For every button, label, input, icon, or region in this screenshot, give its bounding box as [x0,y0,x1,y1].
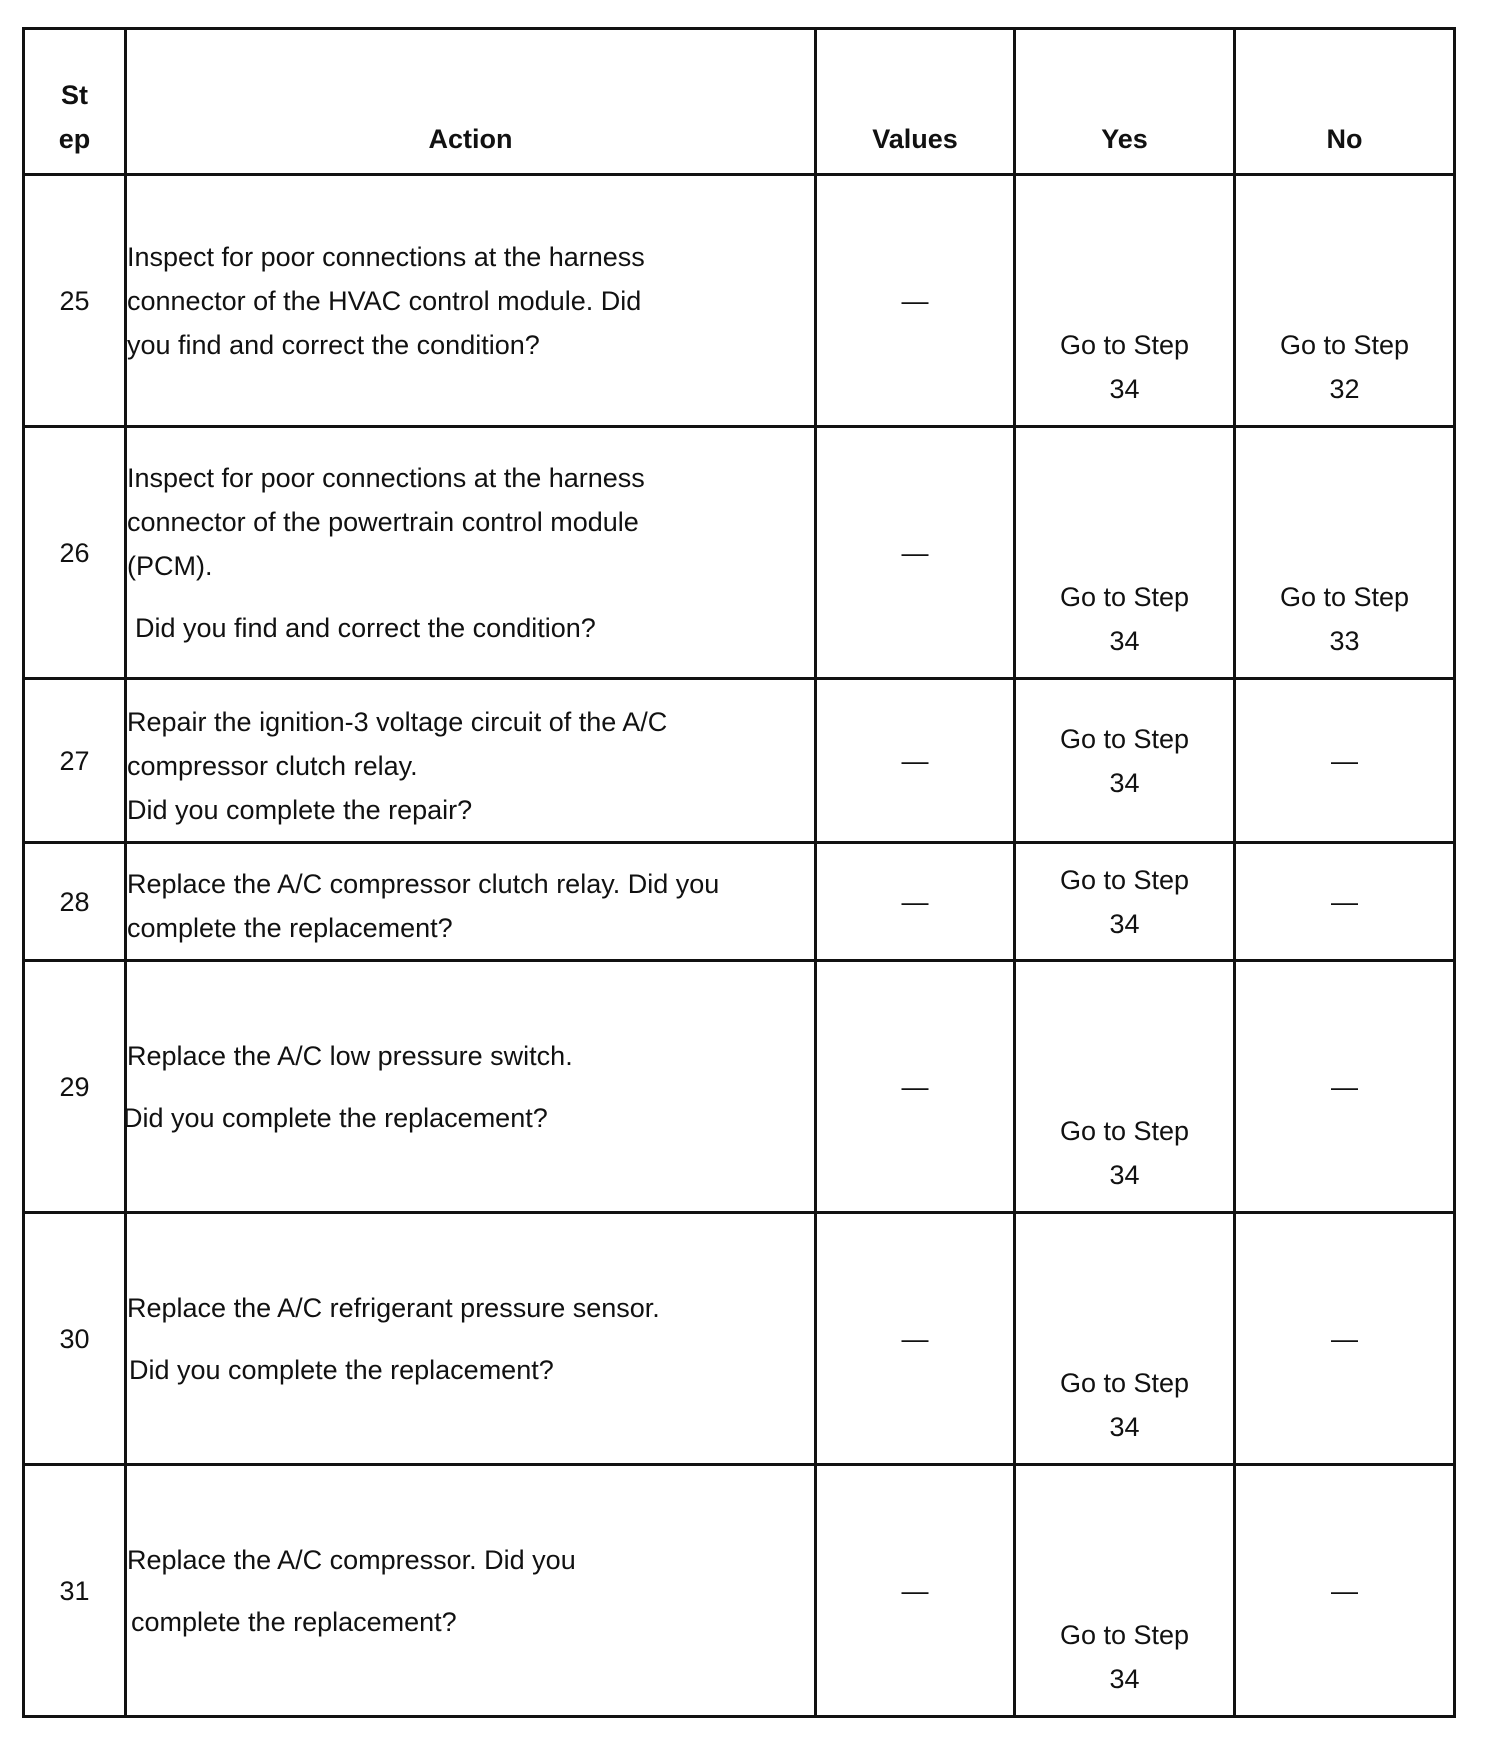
step-number: 25 [24,175,126,427]
diagnostic-table [22,27,1456,1718]
yes-cell [1015,427,1235,679]
yes-cell [1015,1465,1235,1717]
action-line: Replace the A/C compressor. Did you [127,1544,576,1575]
step-header-line-2: ep [58,124,91,154]
step-header-line-1: St [61,80,88,110]
yes-label: Go to Step [1059,582,1190,612]
yes-label: Go to Step [1059,330,1190,360]
no-label: Go to Step [1279,330,1410,360]
action-line: Replace the A/C compressor clutch relay. Did you [127,868,720,899]
action-cell [126,679,816,843]
action-line: Did you find and correct the condition? [135,612,596,643]
action-line: Inspect for poor connections at the harness [127,241,645,272]
yes-step: 34 [1109,1412,1140,1442]
action-line: Repair the ignition-3 voltage circuit of the A/C [127,706,668,737]
step-number: 26 [24,427,126,679]
yes-label: Go to Step [1059,723,1190,754]
no-cell: — [1235,679,1455,843]
yes-cell [1015,961,1235,1213]
no-cell [1235,427,1455,679]
step-header [24,29,126,175]
step-number: 30 [24,1213,126,1465]
table-row [24,961,1455,1213]
no-step: 33 [1329,626,1360,656]
action-line: connector of the HVAC control module. Did [127,285,642,316]
no-label: Go to Step [1279,582,1410,612]
values-cell: — [816,1465,1015,1717]
no-cell: — [1235,843,1455,961]
no-cell: — [1235,961,1455,1213]
action-header: Action [126,29,816,175]
yes-cell [1015,175,1235,427]
yes-cell [1015,679,1235,843]
action-cell [126,1213,816,1465]
table-row [24,175,1455,427]
values-cell: — [816,843,1015,961]
action-line: Did you complete the replacement? [123,1102,548,1133]
table-row [24,427,1455,679]
yes-step: 34 [1109,374,1140,404]
action-line: (PCM). [127,550,213,581]
values-cell: — [816,1213,1015,1465]
yes-label: Go to Step [1059,1620,1190,1650]
yes-step: 34 [1109,908,1140,939]
step-number: 28 [24,843,126,961]
action-line: compressor clutch relay. [127,750,418,781]
yes-step: 34 [1109,1160,1140,1190]
values-cell: — [816,175,1015,427]
action-line: Replace the A/C refrigerant pressure sensor. [127,1292,660,1323]
step-number: 31 [24,1465,126,1717]
values-cell: — [816,427,1015,679]
values-header: Values [816,29,1015,175]
action-line: connector of the powertrain control module [127,506,639,537]
yes-label: Go to Step [1059,1368,1190,1398]
table-row [24,1465,1455,1717]
action-line: Did you complete the repair? [127,794,473,825]
action-line: Did you complete the replacement? [129,1354,554,1385]
action-line: you find and correct the condition? [127,329,540,360]
table-row [24,679,1455,843]
action-line: complete the replacement? [127,912,453,943]
action-cell [126,843,816,961]
action-cell [123,961,816,1213]
step-number: 29 [24,961,126,1213]
action-cell [126,175,816,427]
action-line: Inspect for poor connections at the harness [127,462,645,493]
no-cell: — [1235,1465,1455,1717]
values-cell: — [816,961,1015,1213]
yes-step: 34 [1109,626,1140,656]
step-number: 27 [24,679,126,843]
action-line: complete the replacement? [131,1606,457,1637]
action-cell [126,427,816,679]
values-cell: — [816,679,1015,843]
yes-step: 34 [1109,767,1140,798]
no-cell: — [1235,1213,1455,1465]
yes-cell [1015,1213,1235,1465]
action-cell [126,1465,816,1717]
yes-cell [1015,843,1235,961]
no-step: 32 [1329,374,1360,404]
yes-label: Go to Step [1059,1116,1190,1146]
table-row [24,1213,1455,1465]
header-row [24,29,1455,175]
yes-label: Go to Step [1059,864,1190,895]
yes-header: Yes [1015,29,1235,175]
table-row [24,843,1455,961]
no-header: No [1235,29,1455,175]
no-cell [1235,175,1455,427]
action-line: Replace the A/C low pressure switch. [127,1040,573,1071]
yes-step: 34 [1109,1664,1140,1694]
